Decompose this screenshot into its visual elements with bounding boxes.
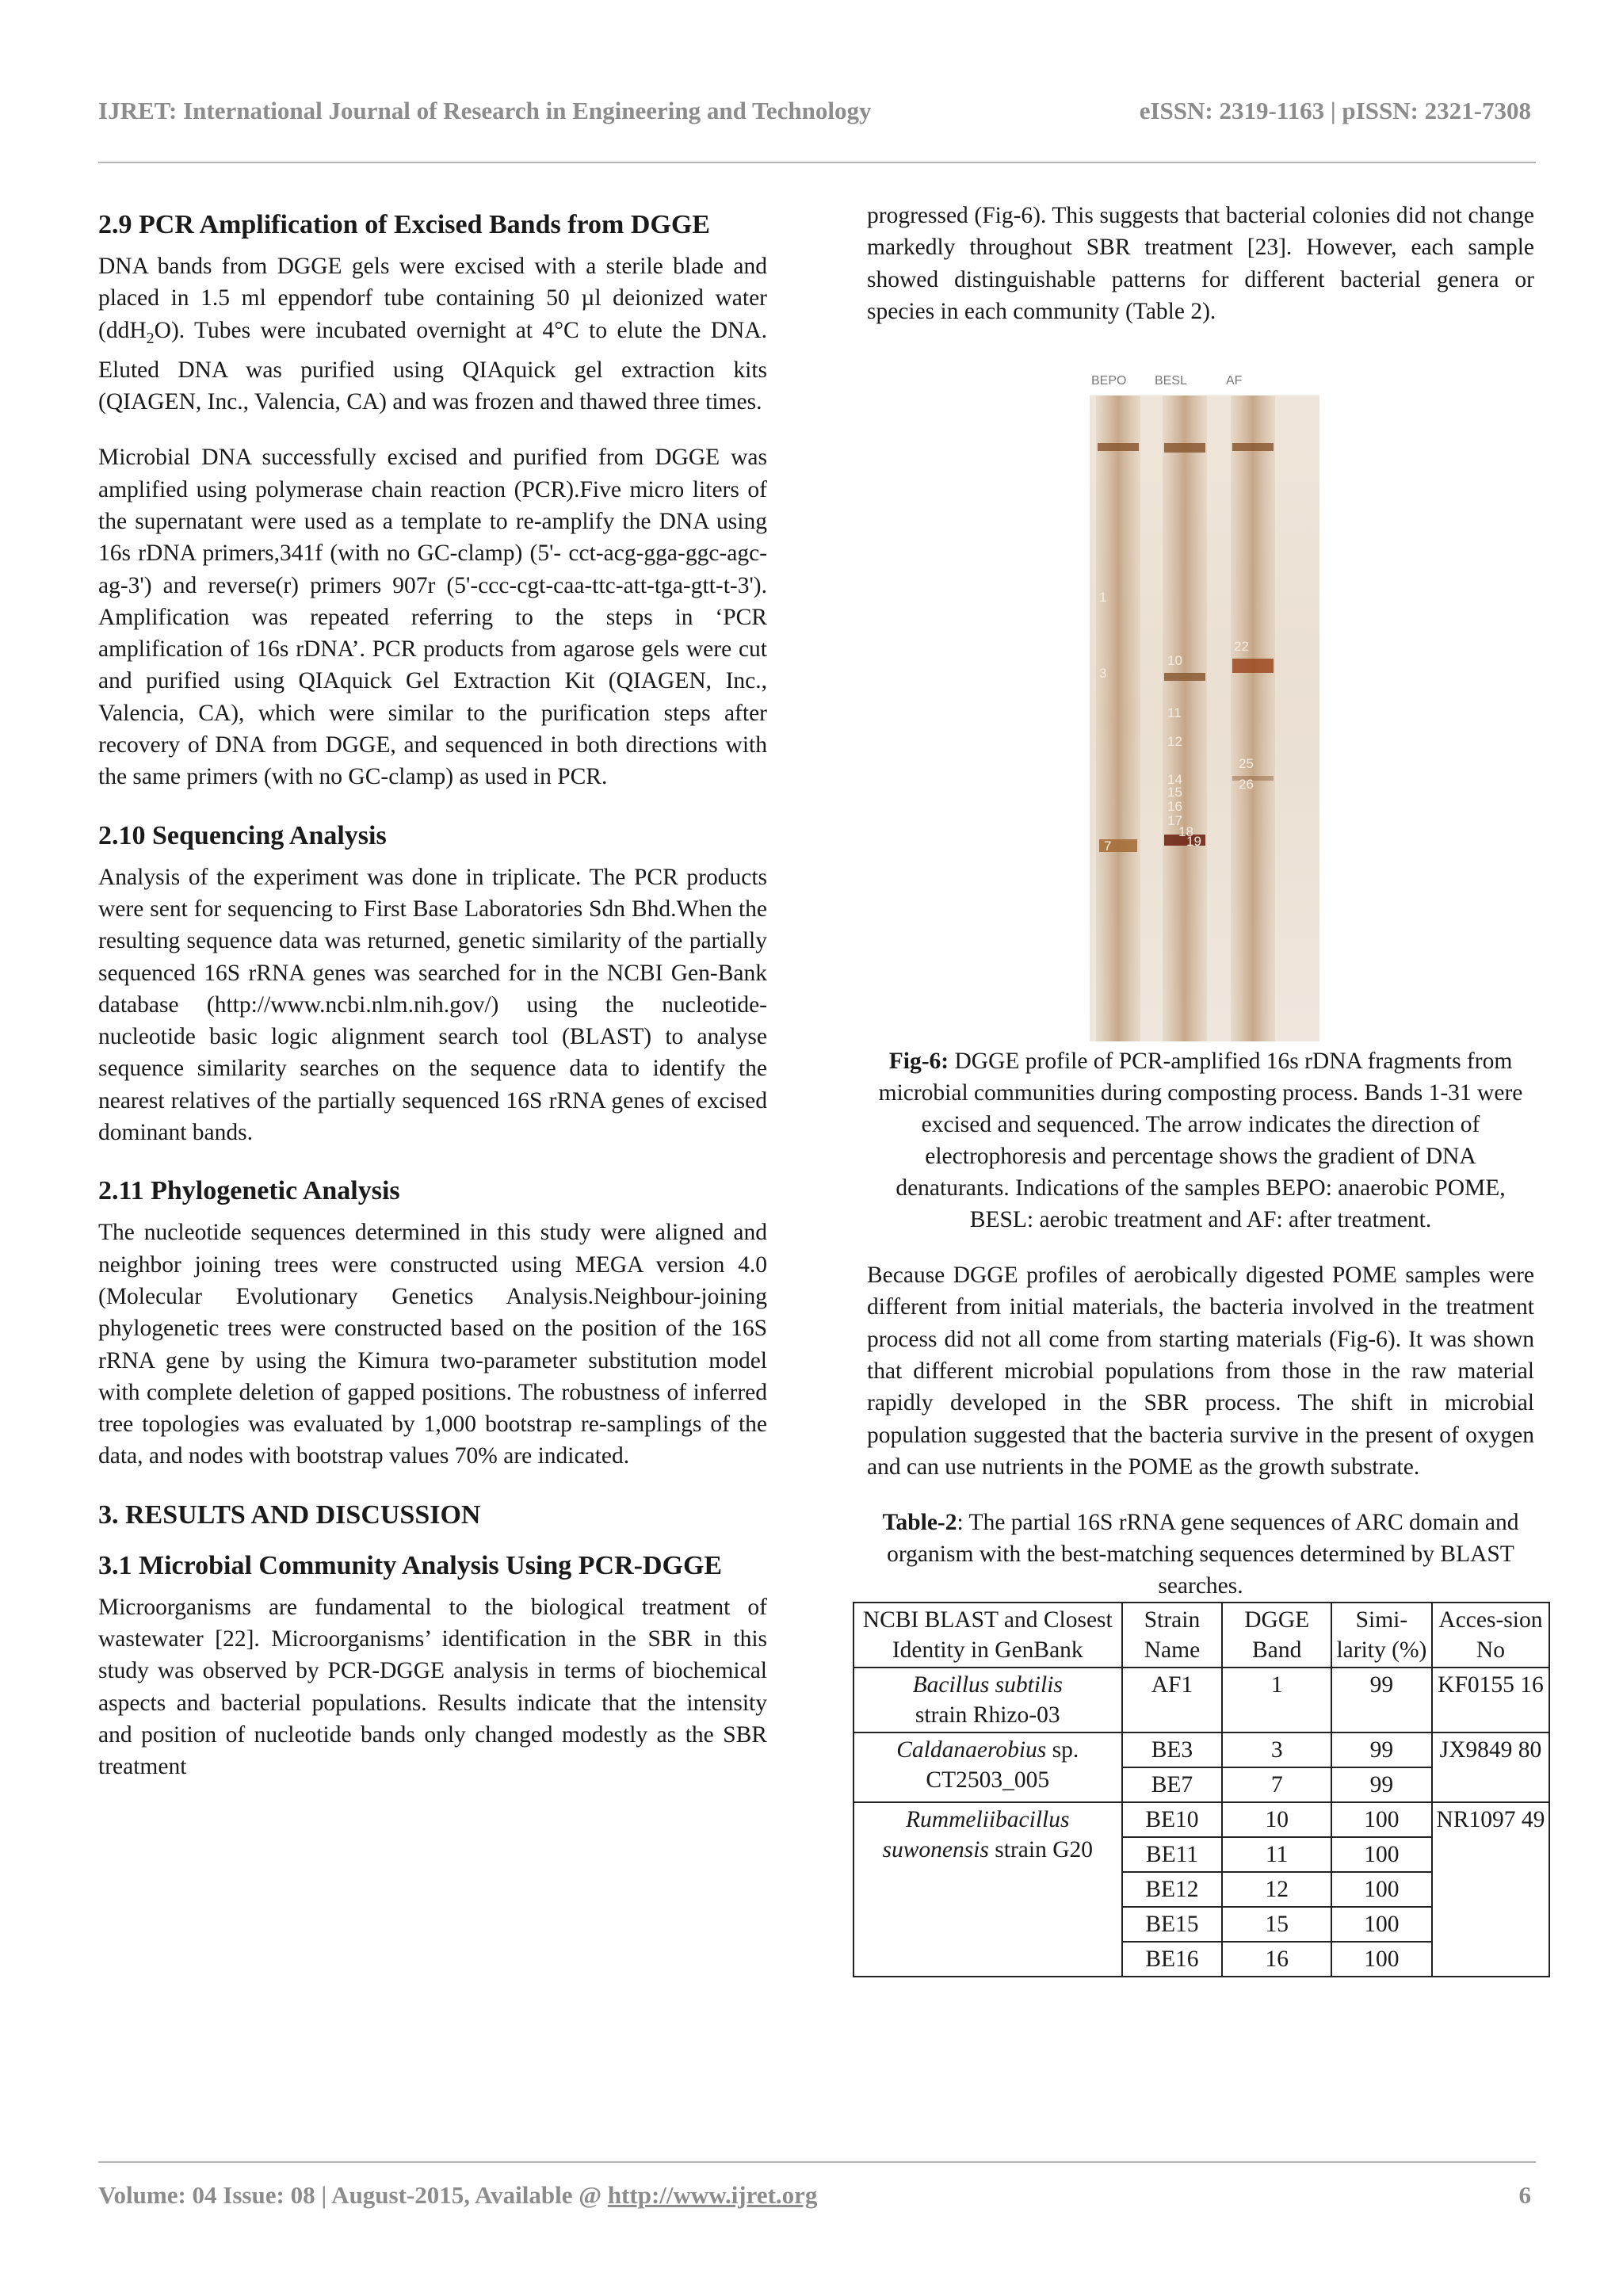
strain-cell: BE10 [1122, 1802, 1223, 1837]
band-label-22: 22 [1234, 639, 1249, 655]
lane-label-bepo: BEPO [1091, 374, 1127, 388]
band-label-17: 17 [1167, 813, 1182, 829]
table-row [854, 1802, 1549, 1837]
gel-lane-bepo [1096, 395, 1140, 1041]
header-accession: Acces-sion No [1432, 1603, 1549, 1668]
figure-6-caption: Fig-6: DGGE profile of PCR-amplified 16s rDNA fragments from microbial communities during composting process. Bands 1-31 were excised and sequenced. The arrow indicates the direction of electrophoresis and percentage shows the gradient of DNA denaturants. Indications of the samples BEPO: anaerobic POME, BESL: aerobic treatment and AF: after treatment. [878, 1049, 1523, 1233]
band-label-25: 25 [1239, 756, 1254, 772]
strain-cell: BE12 [1122, 1872, 1223, 1907]
band-cell: 10 [1222, 1802, 1331, 1837]
continued-paragraph: progressed (Fig-6). This suggests that bacterial colonies did not change markedly throughout SBR treatment [23]. However, each sample showed distinguishable patterns for different bacterial genera or species in each community (Table 2). [867, 203, 1534, 324]
section-2-11-paragraph: The nucleotide sequences determined in this study were aligned and neighbor joining trees were constructed using MEGA version 4.0 (Molecular Evolutionary Genetics Analysis.Neighbour-joining phylogenetic trees were constructed based on the position of the 16S rRNA gene by using the Kimura two-parameter substitution model with complete deletion of gapped positions. The robustness of inferred tree topologies was evaluated by 1,000 bootstrap re-samplings of the data, and nodes with bootstrap values 70% are indicated. [98, 1220, 767, 1469]
organism-cell: Bacillus subtilis strain Rhizo-03 [854, 1668, 1122, 1733]
page-footer [98, 2181, 1531, 2210]
right-column [862, 200, 1545, 1977]
lane-headers [1091, 374, 1243, 388]
similarity-cell: 99 [1331, 1668, 1432, 1733]
strain-cell: BE3 [1122, 1733, 1223, 1767]
page-number: 6 [1518, 2181, 1531, 2209]
table-row [854, 1733, 1549, 1767]
section-2-9-paragraph-1: DNA bands from DGGE gels were excised with a sterile blade and placed in 1.5 ml eppendorf tube containing 50 µl deionized water (ddH$_2$O). Tubes were incubated overnight at 4°C to elute the DNA. Eluted DNA was purified using QIAquick gel extraction kits (QIAGEN, Inc., Valencia, CA) and was frozen and thawed three times. [98, 254, 767, 415]
band-cell: 11 [1222, 1837, 1331, 1872]
similarity-cell: 100 [1331, 1942, 1432, 1977]
strain-cell: BE15 [1122, 1907, 1223, 1942]
lane-label-af: AF [1226, 374, 1243, 388]
band-label-11: 11 [1167, 705, 1182, 721]
discussion-paragraph: Because DGGE profiles of aerobically digested POME samples were different from initial materials, the bacteria involved in the treatment process did not all come from starting materials (Fig-6). It was shown that different microbial populations from those in the raw material rapidly developed in the SBR process. The shift in microbial population suggested that the bacteria survive in the present of oxygen and can use nutrients in the POME as the growth substrate. [867, 1263, 1534, 1480]
footer-divider [98, 2161, 1536, 2163]
organism-cell: Caldanaerobius sp. CT2503_005 [854, 1733, 1122, 1802]
similarity-cell: 100 [1331, 1802, 1432, 1837]
accession-cell: NR1097 49 [1432, 1802, 1549, 1977]
accession-cell: JX9849 80 [1432, 1733, 1549, 1802]
band-cell: 3 [1222, 1733, 1331, 1767]
section-2-10-title: 2.10 Sequencing Analysis [98, 820, 387, 850]
section-3-1-title: 3.1 Microbial Community Analysis Using PCR-DGGE [98, 1550, 723, 1580]
section-2-9-title: 2.9 PCR Amplification of Excised Bands from DGGE [98, 210, 710, 239]
band-label-3: 3 [1099, 666, 1107, 682]
band-label-14: 14 [1167, 772, 1182, 788]
similarity-cell: 100 [1331, 1837, 1432, 1872]
header-strain: Strain Name [1122, 1603, 1223, 1668]
lane-label-besl: BESL [1155, 374, 1187, 388]
page-header [98, 97, 1531, 125]
section-3-title: 3. RESULTS AND DISCUSSION [98, 1499, 481, 1530]
band-cell: 1 [1222, 1668, 1331, 1733]
table-header-row [854, 1603, 1549, 1668]
table-2-caption: Table-2: The partial 16S rRNA gene sequences of ARC domain and organism with the best-matching sequences determined by BLAST searches. [882, 1510, 1519, 1599]
gel-lane-af [1231, 395, 1275, 1041]
similarity-cell: 100 [1331, 1907, 1432, 1942]
similarity-cell: 99 [1331, 1733, 1432, 1767]
strain-cell: AF1 [1122, 1668, 1223, 1733]
footer-volume: Volume: 04 Issue: 08 | August-2015, Available @ http://www.ijret.org [98, 2181, 818, 2209]
similarity-cell: 99 [1331, 1767, 1432, 1802]
band-label-18: 18 [1178, 824, 1193, 840]
band-label-1: 1 [1099, 590, 1107, 606]
band-label-10: 10 [1167, 653, 1182, 669]
band-label-26: 26 [1239, 777, 1254, 793]
band-label-16: 16 [1167, 799, 1182, 815]
table-2 [853, 1602, 1550, 1977]
header-ncbi: NCBI BLAST and Closest Identity in GenBank [854, 1603, 1122, 1668]
left-column [98, 200, 767, 1782]
table-row [854, 1668, 1549, 1733]
band-label-12: 12 [1167, 734, 1182, 750]
header-divider [98, 162, 1536, 163]
band-cell: 12 [1222, 1872, 1331, 1907]
section-2-11-title: 2.11 Phylogenetic Analysis [98, 1176, 400, 1206]
header-similarity: Simi-larity (%) [1331, 1603, 1432, 1668]
dgge-gel-image [1042, 364, 1359, 1045]
strain-cell: BE16 [1122, 1942, 1223, 1977]
section-2-10-paragraph: Analysis of the experiment was done in triplicate. The PCR products were sent for sequencing to First Base Laboratories Sdn Bhd.When the resulting sequence data was returned, genetic similarity of the partially sequenced 16S rRNA genes was searched for in the NCBI Gen-Bank database (http://www.ncbi.nlm.nih.gov/) using the nucleotide-nucleotide basic logic alignment search tool (BLAST) to analyse sequence similarity searches on the sequence data to identify the nearest relatives of the partially sequenced 16S rRNA genes of excised dominant bands. [98, 864, 767, 1146]
band-label-19: 19 [1186, 834, 1201, 850]
section-3-1-paragraph: Microorganisms are fundamental to the biological treatment of wastewater [22]. Microorganisms’ identification in the SBR in this study was observed by PCR-DGGE analysis in terms of biochemical aspects and bacterial populations. Results indicate that the intensity and position of nucleotide bands only changed modestly as the SBR treatment [98, 1594, 767, 1780]
band-cell: 7 [1222, 1767, 1331, 1802]
similarity-cell: 100 [1331, 1872, 1432, 1907]
strain-cell: BE7 [1122, 1767, 1223, 1802]
issn: eISSN: 2319-1163 | pISSN: 2321-7308 [1139, 97, 1531, 124]
accession-cell: KF0155 16 [1432, 1668, 1549, 1733]
header-band: DGGE Band [1222, 1603, 1331, 1668]
band-cell: 15 [1222, 1907, 1331, 1942]
organism-cell: Rummeliibacillus suwonensis strain G20 [854, 1802, 1122, 1977]
strain-cell: BE11 [1122, 1837, 1223, 1872]
journal-link[interactable]: http://www.ijret.org [607, 2181, 818, 2209]
journal-title: IJRET: International Journal of Research in Engineering and Technology [98, 97, 872, 124]
section-2-9-paragraph-2: Microbial DNA successfully excised and purified from DGGE was amplified using polymerase chain reaction (PCR).Five micro liters of the supernatant were used as a template to re-amplify the DNA using 16s rDNA primers,341f (with no GC-clamp) (5'- cct-acg-gga-ggc-agc-ag-3') and reverse(r) primers 907r (5'-ccc-cgt-caa-ttc-att-tga-gtt-t-3'). Amplification was repeated referring to the steps in ‘PCR amplification of 16s rDNA’. PCR products from agarose gels were cut and purified using QIAquick Gel Extraction Kit (QIAGEN, Inc., Valencia, CA), which were similar to the purification steps after recovery of DNA from DGGE, and sequenced in both directions with the same primers (with no GC-clamp) as used in PCR. [98, 445, 767, 790]
band-label-15: 15 [1167, 785, 1182, 800]
band-label-7: 7 [1104, 839, 1112, 854]
band-cell: 16 [1222, 1942, 1331, 1977]
dgge-gel-figure [1042, 364, 1359, 1045]
